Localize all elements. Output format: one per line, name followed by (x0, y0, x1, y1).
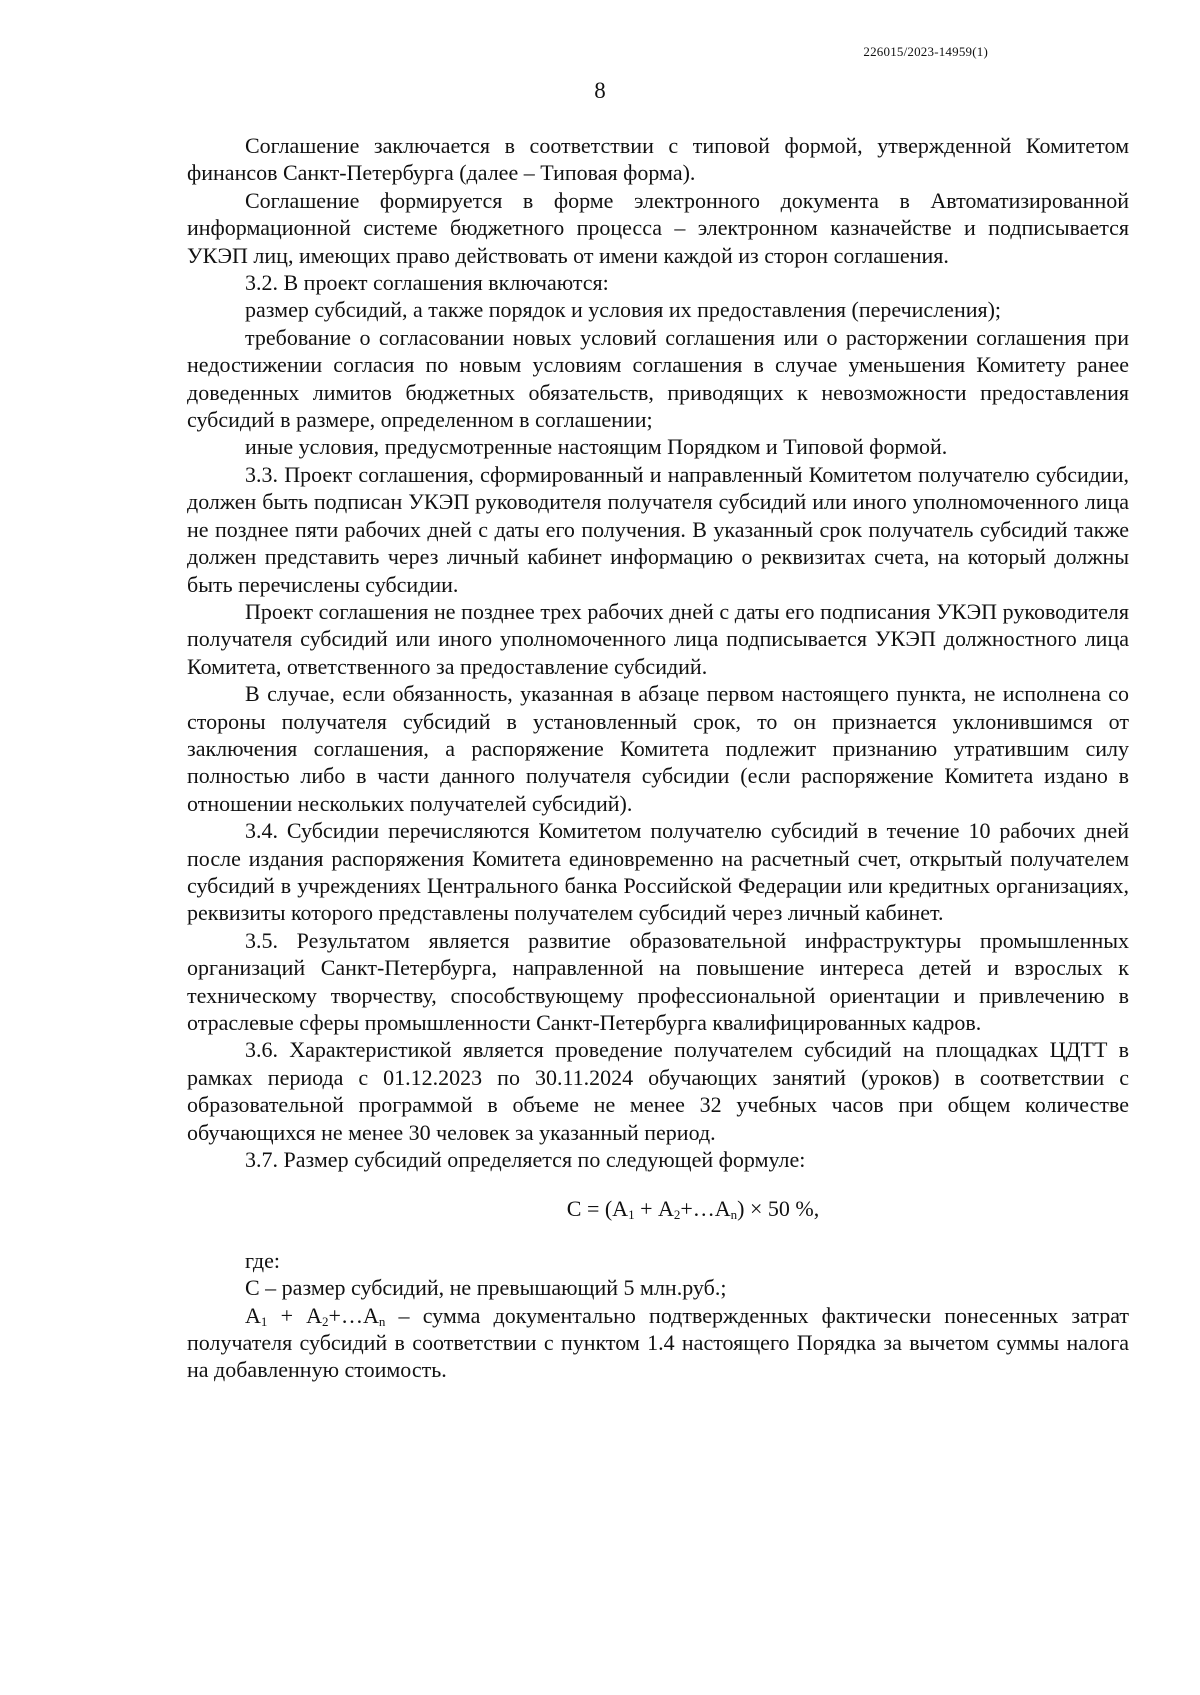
paragraph: иные условия, предусмотренные настоящим Порядком и Типовой формой. (245, 434, 948, 460)
formula-c: С (566, 1196, 582, 1222)
def-sub: 2 (322, 1313, 329, 1329)
def-part: – сумма документально подтвержденных фактически понесенных затрат получателя субсидий в соответствии с пунктом 1.4 настоящего Порядка за вычетом суммы налога на добавленную стоимость. (187, 1302, 1129, 1383)
definition-a (187, 1302, 1129, 1384)
subsidy-formula (187, 1195, 1129, 1222)
paragraph: 3.7. Размер субсидий определяется по следующей формуле: (245, 1147, 806, 1173)
paragraph: 3.2. В проект соглашения включаются: (245, 270, 609, 296)
def-part: А (245, 1302, 261, 1328)
paragraph: Соглашение заключается в соответствии с типовой формой, утвержденной Комитетом финансов Санкт-Петербурга (далее – Типовая форма). (187, 133, 1129, 186)
def-part: +…А (328, 1302, 379, 1328)
formula-sub: 2 (673, 1207, 681, 1223)
paragraph: Проект соглашения не позднее трех рабочих дней с даты его подписания УКЭП руководителя получателя субсидий или иного уполномоченного лица подписывается УКЭП должностного лица Комитета, ответственного за предоставление субсидий. (187, 598, 1129, 679)
definition-c: С – размер субсидий, не превышающий 5 млн.руб.; (245, 1275, 727, 1301)
paragraph: 3.5. Результатом является развитие образовательной инфраструктуры промышленных организаций Санкт-Петербурга, направленной на повышение интереса детей и взрослых к техническому творчеству, способствующему профессиональной ориентации и привлечению в отраслевые сферы промышленности Санкт-Петербурга квалифицированных кадров. (187, 927, 1129, 1035)
document-id: 226015/2023-14959(1) (863, 44, 988, 59)
paragraph: Соглашение формируется в форме электронного документа в Автоматизированной информационной системе бюджетного процесса – электронном казначействе и подписывается УКЭП лиц, имеющих право действовать от имени каждой из сторон соглашения. (187, 187, 1129, 268)
paragraph: 3.4. Субсидии перечисляются Комитетом получателю субсидий в течение 10 рабочих дней после издания распоряжения Комитета единовременно на расчетный счет, открытый получателем субсидий в учреждениях Центрального банка Российской Федерации или кредитных организациях, реквизиты которого представлены получателем субсидий через личный кабинет. (187, 818, 1129, 926)
formula-part: + А (634, 1196, 674, 1222)
where-label: где: (245, 1247, 280, 1273)
document-body (187, 132, 1129, 1384)
formula-sub: 1 (628, 1207, 635, 1223)
paragraph: 3.6. Характеристикой является проведение получателем субсидий на площадках ЦДТТ в рамках периода с 01.12.2023 по 30.11.2024 обучающих занятий (уроков) в соответствии с образовательной программой в объеме не менее 32 учебных часов при общем количестве обучающихся не менее 30 человек за указанный период. (187, 1037, 1129, 1145)
formula-part: = (А (581, 1196, 629, 1222)
page-number: 8 (594, 78, 606, 103)
formula-sub: n (730, 1207, 738, 1223)
paragraph: 3.3. Проект соглашения, сформированный и направленный Комитетом получателю субсидии, должен быть подписан УКЭП руководителя получателя субсидий или иного уполномоченного лица не позднее пяти рабочих дней с даты его получения. В указанный срок получатель субсидий также должен представить через личный кабинет информацию о реквизитах счета, на который должны быть перечислены субсидии. (187, 461, 1129, 597)
paragraph: размер субсидий, а также порядок и условия их предоставления (перечисления); (245, 297, 1002, 323)
formula-part: +…А (680, 1196, 731, 1222)
paragraph: В случае, если обязанность, указанная в абзаце первом настоящего пункта, не исполнена со стороны получателя субсидий в установленный срок, то он признается уклонившимся от заключения соглашения, а распоряжение Комитета подлежит признанию утратившим силу полностью либо в части данного получателя субсидии (если распоряжение Комитета издано в отношении нескольких получателей субсидий). (187, 681, 1129, 816)
def-sub: n (378, 1313, 386, 1329)
formula-part: ) × 50 %, (737, 1196, 820, 1222)
def-part: + А (267, 1302, 323, 1328)
paragraph: требование о согласовании новых условий соглашения или о расторжении соглашения при недостижении согласия по новым условиям соглашения в случае уменьшения Комитету ранее доведенных лимитов бюджетных обязательств, приводящих к невозможности предоставления субсидий в размере, определенном в соглашении; (187, 324, 1129, 433)
def-sub: 1 (260, 1313, 268, 1329)
